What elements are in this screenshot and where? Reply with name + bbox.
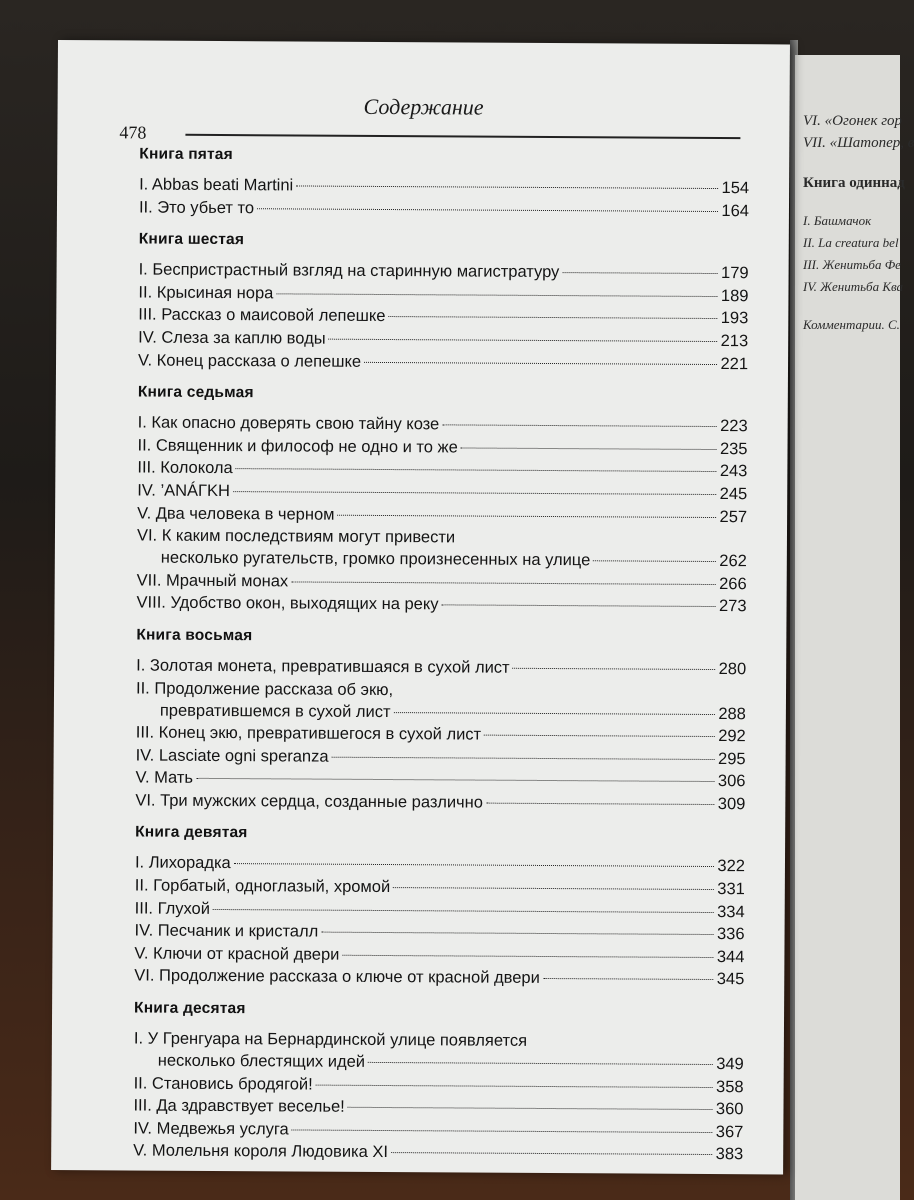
dot-leader bbox=[291, 581, 716, 585]
toc-book-section bbox=[133, 1000, 744, 1167]
toc-entry-label: IV. Песчаник и кристалл bbox=[134, 921, 319, 941]
toc-entry bbox=[135, 789, 745, 815]
toc-entry-page-number: 280 bbox=[718, 659, 747, 679]
contents-page bbox=[51, 40, 790, 1174]
toc-entry-label: II. Продолжение рассказа об экю, bbox=[135, 678, 394, 699]
toc-entry-label: II. Священник и философ не одно и то же bbox=[137, 436, 458, 457]
toc-entry-label: VI. К каким последствиям могут привести bbox=[136, 526, 456, 547]
toc-entry bbox=[136, 677, 746, 725]
toc-entry-page-number: 306 bbox=[717, 772, 746, 791]
dot-leader bbox=[196, 778, 715, 782]
toc-book-section bbox=[136, 384, 747, 618]
toc-entry-label-continued: несколько блестящих идей bbox=[157, 1051, 366, 1071]
dot-leader bbox=[364, 361, 717, 364]
dot-leader bbox=[292, 1129, 713, 1133]
dot-leader bbox=[442, 425, 717, 428]
dot-leader bbox=[257, 208, 718, 212]
dot-leader bbox=[486, 803, 715, 805]
page-number: 478 bbox=[119, 122, 147, 143]
toc-entry-label: I. Abbas beati Martini bbox=[139, 175, 294, 195]
toc-entry-label-continued: превратившемся в сухой лист bbox=[159, 701, 391, 721]
toc-entry-label: IV. Lasciate ogni speranza bbox=[135, 746, 329, 766]
dot-leader bbox=[484, 735, 715, 737]
toc-entry-label: III. Да здравствует веселье! bbox=[133, 1096, 345, 1116]
toc-entry-page-number: 336 bbox=[716, 925, 745, 944]
toc-entry bbox=[136, 654, 746, 680]
toc-entry-page-number: 154 bbox=[721, 179, 750, 198]
toc-entry-page-number: 292 bbox=[718, 727, 746, 746]
toc-entry-page-number: 358 bbox=[716, 1077, 744, 1096]
toc-entry-page-number: 257 bbox=[719, 507, 748, 526]
right-page-line: III. Женитьба Фе bbox=[803, 257, 901, 272]
toc-entry-page-number: 344 bbox=[716, 947, 745, 967]
toc-entry-page-number: 179 bbox=[721, 264, 749, 283]
toc-entry-page-number: 367 bbox=[715, 1122, 744, 1142]
toc-entry-page-number: 235 bbox=[719, 439, 748, 458]
toc-entry-label: I. Лихорадка bbox=[134, 853, 231, 873]
dot-leader bbox=[342, 955, 714, 958]
toc-entry-label: I. У Гренгуара на Бернардинской улице появляется bbox=[133, 1029, 528, 1050]
toc-entry-page-number: 273 bbox=[718, 597, 747, 616]
toc-book-section bbox=[134, 824, 745, 991]
dot-leader bbox=[543, 978, 714, 980]
toc-entry-label: IV. Медвежья услуга bbox=[133, 1119, 289, 1139]
dot-leader bbox=[394, 712, 716, 715]
toc-entry-label: VI. Три мужских сердца, созданные различно bbox=[135, 791, 484, 812]
dot-leader bbox=[276, 293, 718, 297]
dot-leader bbox=[388, 316, 717, 319]
book-title: Книга шестая bbox=[138, 230, 245, 249]
toc-entry-page-number: 221 bbox=[720, 354, 749, 373]
dot-leader bbox=[332, 756, 716, 759]
toc-entry-label: II. Это убьет то bbox=[138, 198, 255, 217]
dot-leader bbox=[316, 1084, 713, 1087]
toc-entry-label: V. Ключи от красной двери bbox=[134, 944, 340, 964]
toc-entry-page-number: 262 bbox=[719, 552, 747, 571]
toc-entry-label: II. Крысиная нора bbox=[138, 283, 274, 303]
book-title: Книга восьмая bbox=[136, 626, 253, 645]
dot-leader bbox=[393, 887, 714, 890]
toc-entry-label: V. Молельня короля Людовика XI bbox=[133, 1141, 389, 1162]
dot-leader bbox=[442, 605, 717, 608]
toc-entry-page-number: 245 bbox=[719, 484, 748, 504]
toc-entry-label: VI. Продолжение рассказа о ключе от красной двери bbox=[134, 966, 540, 988]
page-header-title: Содержание bbox=[363, 93, 484, 120]
toc-entry-page-number: 189 bbox=[720, 286, 749, 306]
dot-leader bbox=[562, 272, 718, 274]
dot-leader bbox=[461, 447, 717, 450]
toc-entry-page-number: 349 bbox=[716, 1055, 744, 1074]
toc-entry-page-number: 331 bbox=[717, 880, 745, 899]
book-title: Книга пятая bbox=[139, 145, 233, 164]
right-page-line: I. Башмачок bbox=[803, 213, 872, 228]
toc-entry-page-number: 295 bbox=[718, 749, 746, 768]
toc-entry-page-number: 288 bbox=[718, 704, 746, 723]
toc-entry-page-number: 266 bbox=[719, 574, 747, 593]
toc-entry-page-number: 164 bbox=[721, 201, 750, 220]
toc-entry-label: III. Конец экю, превратившегося в сухой лист bbox=[135, 723, 482, 744]
dot-leader bbox=[513, 668, 716, 670]
toc-entry bbox=[134, 1028, 744, 1076]
dot-leader bbox=[234, 864, 715, 868]
dot-leader bbox=[296, 185, 718, 189]
toc-entry bbox=[133, 1140, 743, 1166]
toc-entry bbox=[139, 196, 749, 222]
toc-entry-page-number: 193 bbox=[720, 309, 749, 328]
toc-book-section bbox=[139, 145, 749, 222]
dot-leader bbox=[391, 1152, 713, 1155]
right-page bbox=[795, 55, 914, 1200]
toc-entry bbox=[136, 592, 746, 618]
toc-entry-label-continued: несколько ругательств, громко произнесенных на улице bbox=[160, 548, 591, 570]
toc-entry-page-number: 334 bbox=[717, 902, 745, 921]
toc-entry-label: I. Золотая монета, превратившаяся в сухой лист bbox=[136, 656, 510, 677]
header-rule bbox=[185, 134, 740, 139]
dot-leader bbox=[213, 909, 714, 913]
toc-entry-page-number: 243 bbox=[719, 462, 748, 481]
toc-entry-page-number: 383 bbox=[715, 1145, 744, 1164]
right-page-line: II. La creatura bel bbox=[803, 235, 899, 250]
toc-entry-label: VII. Мрачный монах bbox=[136, 571, 289, 591]
toc-entry-label: V. Конец рассказа о лепешке bbox=[137, 351, 362, 371]
toc-entry-label: V. Мать bbox=[135, 768, 194, 788]
toc-entry-label: I. Беспристрастный взгляд на старинную магистратуру bbox=[138, 260, 560, 282]
table-of-contents bbox=[133, 145, 749, 1178]
right-page-line: IV. Женитьба Ква bbox=[803, 279, 904, 294]
toc-entry-page-number: 322 bbox=[717, 857, 746, 876]
right-page-line: VI. «Огонек гор bbox=[803, 113, 903, 129]
toc-entry-label: III. Колокола bbox=[137, 458, 233, 478]
book-title: Книга седьмая bbox=[137, 383, 254, 402]
toc-entry-label: IV. Слеза за каплю воды bbox=[138, 328, 326, 348]
toc-entry-label: IV. ’ANÁГKH bbox=[137, 481, 231, 500]
toc-entry-label: I. Как опасно доверять свою тайну козе bbox=[137, 413, 440, 434]
toc-entry-label: V. Два человека в черном bbox=[137, 504, 335, 524]
toc-entry-label: III. Рассказ о маисовой лепешке bbox=[138, 305, 386, 326]
dot-leader bbox=[233, 491, 717, 495]
toc-entry bbox=[138, 349, 748, 375]
book-title: Книга десятая bbox=[134, 999, 246, 1018]
toc-entry-page-number: 213 bbox=[720, 332, 749, 351]
toc-entry-page-number: 223 bbox=[720, 417, 748, 436]
toc-entry bbox=[135, 875, 745, 901]
dot-leader bbox=[329, 339, 718, 342]
dot-leader bbox=[368, 1062, 713, 1065]
toc-entry-page-number: 345 bbox=[716, 970, 745, 989]
dot-leader bbox=[593, 560, 716, 562]
right-page-line: Комментарии. С. bbox=[803, 317, 900, 332]
toc-entry-label: II. Горбатый, одноглазый, хромой bbox=[134, 876, 391, 897]
toc-entry-label: VIII. Удобство окон, выходящих на реку bbox=[136, 593, 439, 614]
dot-leader bbox=[321, 932, 714, 935]
toc-entry-page-number: 360 bbox=[715, 1100, 744, 1119]
toc-entry-label: III. Глухой bbox=[134, 899, 211, 918]
right-page-line: VII. «Шатопер, в bbox=[803, 135, 914, 151]
toc-entry-page-number: 309 bbox=[717, 794, 746, 814]
toc-book-section bbox=[138, 231, 749, 376]
toc-entry bbox=[134, 965, 744, 991]
toc-entry bbox=[137, 525, 747, 573]
toc-entry-label: II. Становись бродягой! bbox=[133, 1074, 313, 1094]
dot-leader bbox=[338, 514, 717, 517]
dot-leader bbox=[236, 468, 717, 472]
dot-leader bbox=[348, 1107, 713, 1110]
right-page-book-title: Книга одиннад bbox=[803, 175, 905, 191]
book-title: Книга девятая bbox=[135, 823, 248, 842]
toc-entry bbox=[136, 744, 746, 770]
toc-book-section bbox=[135, 626, 746, 815]
